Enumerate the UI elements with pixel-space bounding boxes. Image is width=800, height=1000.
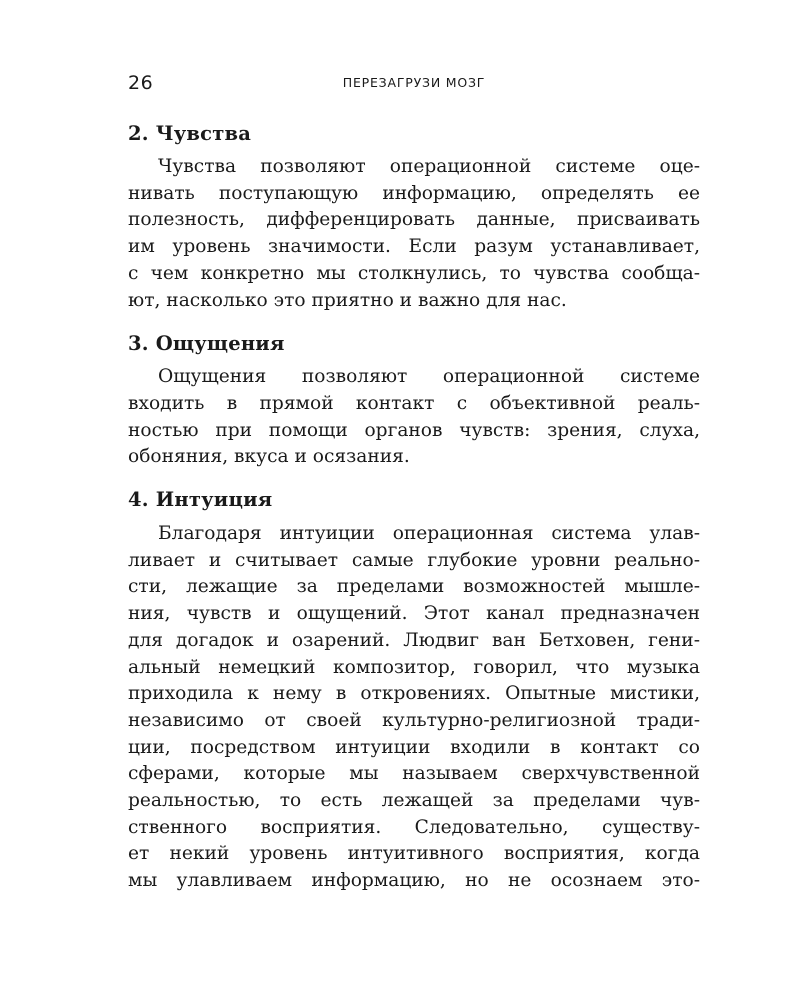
text-line: приходила к нему в откровениях. Опытные мистики, — [128, 683, 700, 705]
text-line: независимо от своей культурно-религиозной тради- — [128, 709, 700, 731]
section-heading-intuition: 4. Интуиция — [128, 488, 273, 512]
text-line: мы улавливаем информацию, но не осознаем это- — [128, 870, 700, 892]
paragraph-intuition — [128, 521, 700, 895]
text-line: ют, насколько это приятно и важно для нас. — [128, 289, 567, 311]
running-head — [128, 70, 700, 96]
paragraph-feelings — [128, 154, 700, 314]
text-line: для догадок и озарений. Людвиг ван Бетховен, гени- — [128, 629, 700, 651]
paragraph-sensations — [128, 364, 700, 471]
text-line: реальностью, то есть лежащей за пределами чув- — [128, 790, 700, 812]
text-line: альный немецкий композитор, говорил, что музыка — [128, 656, 700, 678]
text-line: ливает и считывает самые глубокие уровни реально- — [128, 549, 700, 571]
text-line: обоняния, вкуса и осязания. — [128, 446, 410, 468]
text-line: ностью при помощи органов чувств: зрения, слуха, — [128, 419, 700, 441]
text-line: им уровень значимости. Если разум устанавливает, — [128, 236, 700, 258]
text-line: ния, чувств и ощущений. Этот канал предназначен — [128, 603, 700, 625]
page-number: 26 — [128, 72, 154, 94]
text-line: сферами, которые мы называем сверхчувственной — [128, 763, 700, 785]
text-line: нивать поступающую информацию, определять ее — [128, 182, 700, 204]
text-line: ет некий уровень интуитивного восприятия, когда — [128, 843, 700, 865]
text-line: Благодаря интуиции операционная система улав- — [158, 523, 700, 545]
text-line: Чувства позволяют операционной системе оце- — [158, 156, 700, 177]
page-body — [128, 115, 700, 895]
text-line: ции, посредством интуиции входили в контакт со — [128, 736, 700, 758]
text-line: сти, лежащие за пределами возможностей мышле- — [128, 576, 700, 598]
book-title: ПЕРЕЗАГРУЗИ МОЗГ — [342, 75, 486, 90]
text-line: с чем конкретно мы столкнулись, то чувства сообща- — [128, 262, 700, 284]
text-line: Ощущения позволяют операционной системе — [158, 366, 700, 388]
text-line: ственного восприятия. Следовательно, существу- — [128, 816, 700, 838]
section-heading-sensations: 3. Ощущения — [128, 332, 285, 356]
text-line: полезность, дифференцировать данные, присваивать — [128, 209, 700, 231]
text-line: входить в прямой контакт с объективной реаль- — [128, 392, 700, 414]
section-heading-feelings: 2. Чувства — [128, 122, 252, 145]
